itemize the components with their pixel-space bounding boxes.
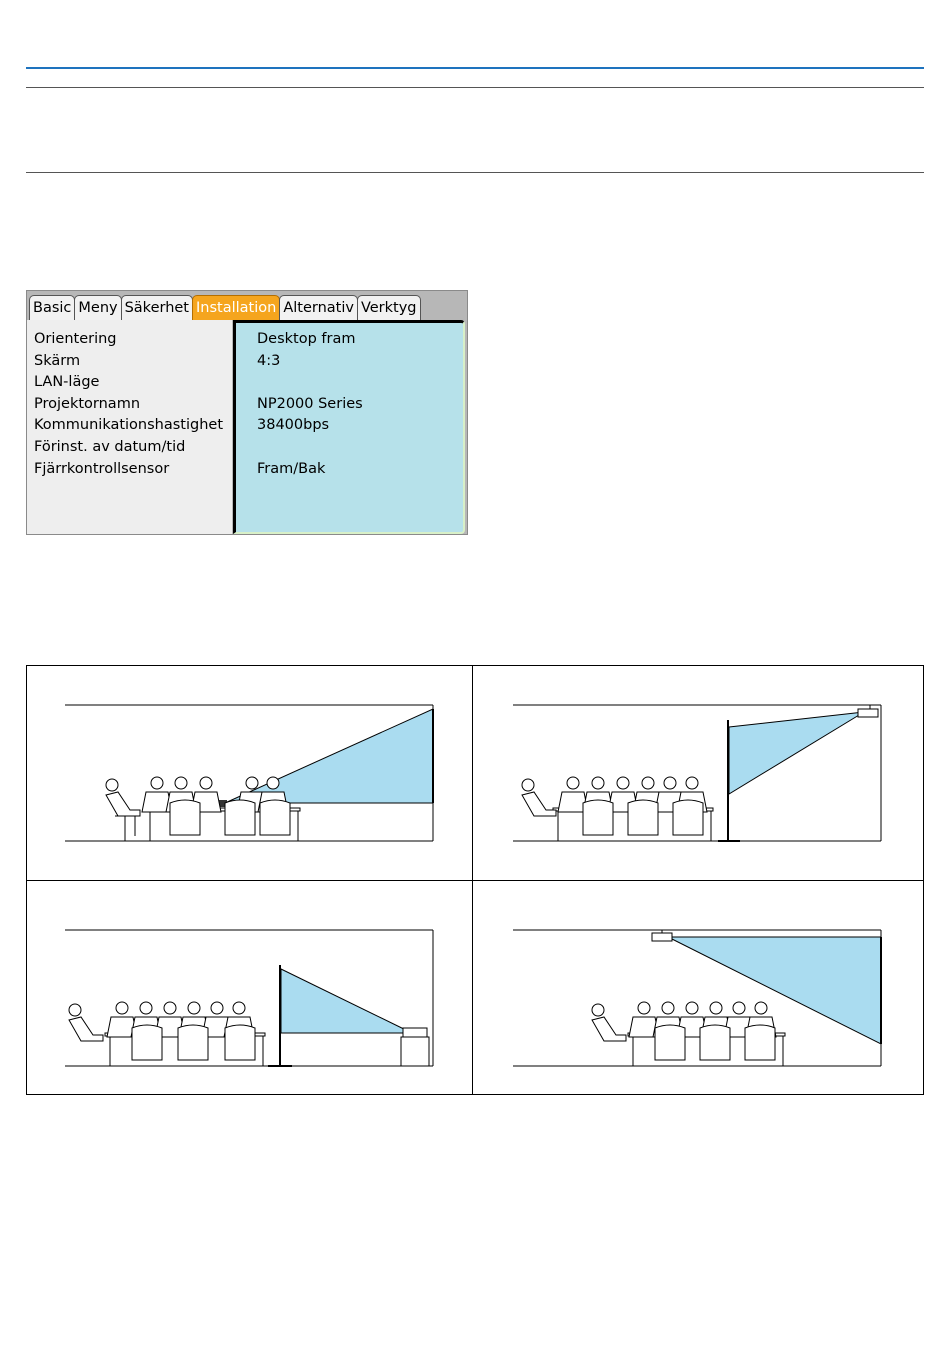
menu-item-orientering[interactable]: Orientering bbox=[34, 331, 117, 347]
diagram-desk-rear bbox=[60, 925, 440, 1075]
audience bbox=[106, 777, 300, 841]
menu-tabbar bbox=[29, 295, 420, 319]
tab-basic[interactable]: Basic bbox=[29, 295, 75, 320]
value-orientering: Desktop fram bbox=[257, 331, 356, 347]
menu-item-fjarrkontrollsensor[interactable]: Fjärrkontrollsensor bbox=[34, 461, 170, 477]
value-kommunikationshastighet: 38400bps bbox=[257, 417, 330, 433]
section-rule bbox=[26, 172, 924, 173]
menu-item-skarm[interactable]: Skärm bbox=[34, 353, 81, 369]
tab-installation[interactable]: Installation bbox=[192, 295, 280, 320]
diagram-desk-front bbox=[60, 700, 440, 850]
menu-item-kommunikationshastighet[interactable]: Kommunikationshastighet bbox=[34, 417, 224, 433]
header-rule-blue bbox=[26, 67, 924, 69]
header-rule bbox=[26, 87, 924, 88]
audience bbox=[522, 777, 713, 841]
diagram-ceiling-rear bbox=[508, 700, 888, 850]
value-skarm: 4:3 bbox=[257, 353, 281, 369]
value-fjarrkontrollsensor: Fram/Bak bbox=[257, 461, 326, 477]
audience bbox=[592, 1002, 785, 1066]
value-projektornamn: NP2000 Series bbox=[257, 396, 363, 412]
tab-meny[interactable]: Meny bbox=[74, 295, 121, 320]
menu-item-lan-lage[interactable]: LAN-läge bbox=[34, 374, 100, 390]
tab-verktyg[interactable]: Verktyg bbox=[357, 295, 421, 320]
menu-item-forinst-datum-tid[interactable]: Förinst. av datum/tid bbox=[34, 439, 186, 455]
menu-label-pane bbox=[27, 320, 232, 534]
grid-divider-horizontal bbox=[27, 880, 923, 881]
osd-menu bbox=[26, 290, 468, 535]
menu-value-pane bbox=[233, 320, 465, 534]
audience bbox=[69, 1002, 265, 1066]
menu-item-projektornamn[interactable]: Projektornamn bbox=[34, 396, 141, 412]
diagram-ceiling-front bbox=[508, 925, 888, 1075]
tab-sakerhet[interactable]: Säkerhet bbox=[121, 295, 193, 320]
tab-alternativ[interactable]: Alternativ bbox=[279, 295, 358, 320]
